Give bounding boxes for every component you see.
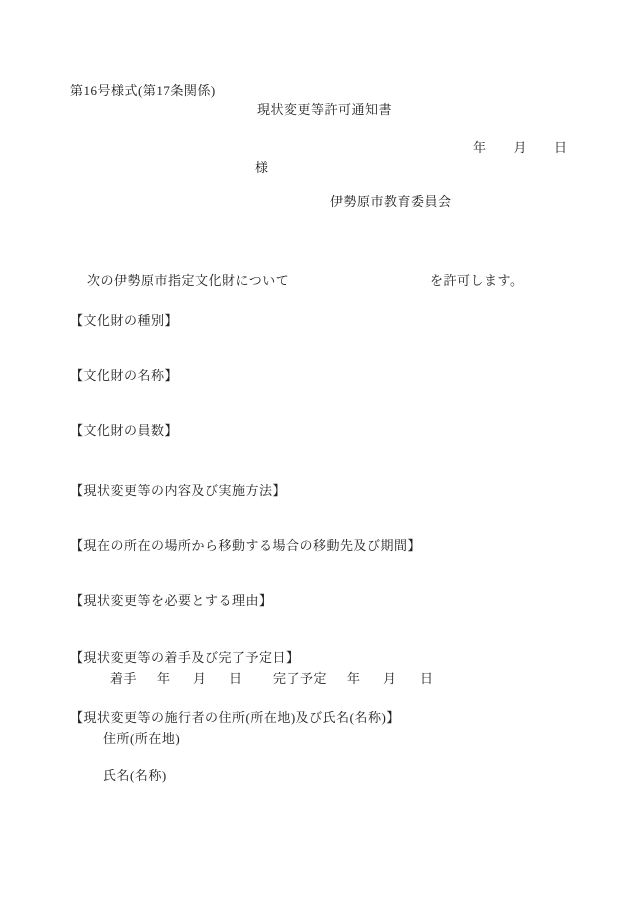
section-heading-relocation-destination-period: 【現在の所在の場所から移動する場合の移動先及び期間】: [70, 538, 422, 553]
section-heading-change-content-method: 【現状変更等の内容及び実施方法】: [70, 483, 287, 498]
schedule-completion-month-label: 月: [383, 671, 397, 686]
section-heading-property-category: 【文化財の種別】: [70, 313, 179, 328]
schedule-completion-label: 完了予定: [273, 671, 328, 686]
form-number: 第16号様式(第17条関係): [70, 83, 216, 98]
schedule-completion-day-label: 日: [420, 671, 434, 686]
section-heading-property-name: 【文化財の名称】: [70, 368, 179, 383]
intro-suffix: を許可します。: [430, 273, 524, 288]
schedule-start-month-label: 月: [193, 671, 207, 686]
issuer-name: 伊勢原市教育委員会: [330, 194, 452, 209]
schedule-start-day-label: 日: [229, 671, 243, 686]
executor-name-label: 氏名(名称): [103, 768, 167, 783]
section-heading-executor-address-name: 【現状変更等の施行者の住所(所在地)及び氏名(名称)】: [70, 710, 400, 725]
schedule-completion-year-label: 年: [347, 671, 361, 686]
addressee-suffix: 様: [255, 160, 269, 175]
schedule-start-label: 着手: [110, 671, 138, 686]
executor-address-label: 住所(所在地): [103, 731, 181, 746]
section-heading-reason: 【現状変更等を必要とする理由】: [70, 593, 273, 608]
schedule-line: [0, 671, 630, 686]
schedule-start-year-label: 年: [157, 671, 171, 686]
section-heading-property-quantity: 【文化財の員数】: [70, 423, 179, 438]
date-line: 年 月 日: [473, 140, 568, 155]
page-title: 現状変更等許可通知書: [257, 102, 393, 117]
section-heading-start-completion-dates: 【現状変更等の着手及び完了予定日】: [70, 650, 300, 665]
intro-prefix: 次の伊勢原市指定文化財について: [87, 273, 290, 288]
